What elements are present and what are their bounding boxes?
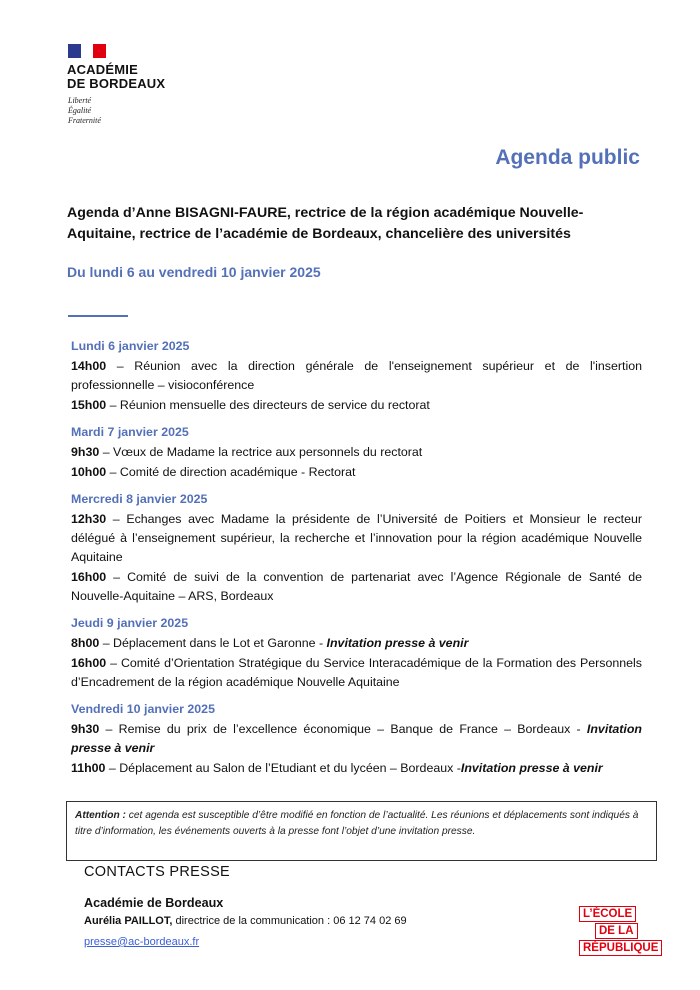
agenda-day (71, 423, 642, 482)
agenda-event (71, 443, 642, 462)
press-invite-note: Invitation presse à venir (460, 761, 603, 775)
event-time: 12h30 (71, 512, 107, 526)
press-organization: Académie de Bordeaux (84, 896, 224, 910)
agenda-event (71, 568, 642, 606)
press-invite-note: Invitation presse à venir (71, 722, 642, 755)
agenda-event (71, 654, 642, 692)
event-time: 16h00 (71, 570, 107, 584)
agenda-event (71, 634, 642, 653)
academie-logo (60, 36, 185, 131)
agenda-headline: Agenda d’Anne BISAGNI-FAURE, rectrice de la région académique Nouvelle-Aquitaine, rectrice de l’académie de Bordeaux, chancelière des universités (67, 205, 584, 242)
agenda-event (71, 357, 642, 395)
event-time: 10h00 (71, 465, 107, 479)
event-text: – Echanges avec Madame la présidente de l’Université de Poitiers et Monsieur le recteur délégué à l’enseignement supérieur, la recherche et l’innovation pour la région académique Nouvelle Aquitaine (71, 512, 642, 564)
agenda-event (71, 510, 642, 567)
disclaimer-label: Attention : (75, 810, 126, 821)
press-invite-note: Invitation presse à venir (326, 636, 469, 650)
event-text: – Déplacement au Salon de l’Etudiant et du lycéen – Bordeaux - (105, 761, 461, 775)
event-text: – Comité de suivi de la convention de partenariat avec l’Agence Régionale de Santé de Nouvelle-Aquitaine – ARS, Bordeaux (71, 570, 642, 603)
agenda-day (71, 337, 642, 415)
ecole-republique-logo (579, 906, 663, 962)
document-title: Agenda public (495, 146, 640, 169)
ecole-line: DE LA (595, 923, 638, 939)
agenda-day (71, 614, 642, 692)
event-time: 8h00 (71, 636, 100, 650)
day-label: Mardi 7 janvier 2025 (71, 425, 189, 439)
event-text: – Vœux de Madame la rectrice aux personnels du rectorat (99, 445, 423, 459)
marianne-flag-icon (68, 44, 106, 58)
event-time: 16h00 (71, 656, 107, 670)
agenda-event (71, 759, 642, 778)
day-label: Jeudi 9 janvier 2025 (71, 616, 189, 630)
ecole-line: RÉPUBLIQUE (579, 940, 662, 956)
title-divider (68, 315, 128, 317)
agenda-event (71, 396, 642, 415)
agenda-day (71, 490, 642, 606)
ecole-line: L’ÉCOLE (579, 906, 636, 922)
event-text: – Réunion mensuelle des directeurs de service du rectorat (106, 398, 430, 412)
day-label: Mercredi 8 janvier 2025 (71, 492, 208, 506)
agenda-event (71, 720, 642, 758)
event-time: 11h00 (71, 761, 106, 775)
press-contacts-heading: CONTACTS PRESSE (84, 864, 231, 880)
event-text: – Déplacement dans le Lot et Garonne - (99, 636, 327, 650)
disclaimer-box (66, 801, 657, 861)
contact-name: Aurélia PAILLOT, (84, 915, 173, 927)
disclaimer-text: cet agenda est susceptible d’être modifié en fonction de l’actualité. Les réunions et déplacements sont indiqués à titre d’information, les événements ouverts à la presse font l’objet d’une invitation presse. (75, 810, 639, 837)
contact-role: directrice de la communication : 06 12 74 02 69 (172, 915, 407, 927)
agenda-event (71, 463, 642, 482)
event-time: 9h30 (71, 722, 100, 736)
press-contact (84, 915, 407, 927)
day-label: Vendredi 10 janvier 2025 (71, 702, 215, 716)
academie-name: ACADÉMIE DE BORDEAUX (67, 62, 166, 91)
agenda-day (71, 700, 642, 778)
press-email-link[interactable]: presse@ac-bordeaux.fr (84, 936, 200, 948)
agenda-list (71, 337, 642, 779)
event-text: – Remise du prix de l’excellence économique – Banque de France – Bordeaux - (99, 722, 587, 736)
republic-motto: Liberté Égalité Fraternité (68, 96, 101, 125)
event-time: 15h00 (71, 398, 107, 412)
event-time: 9h30 (71, 445, 100, 459)
day-label: Lundi 6 janvier 2025 (71, 339, 190, 353)
event-text: – Réunion avec la direction générale de l'enseignement supérieur et de l'insertion professionnelle – visioconférence (71, 359, 642, 392)
event-time: 14h00 (71, 359, 107, 373)
event-text: – Comité de direction académique - Rectorat (106, 465, 356, 479)
agenda-period: Du lundi 6 au vendredi 10 janvier 2025 (67, 264, 321, 280)
event-text: – Comité d’Orientation Stratégique du Service Interacadémique de la Formation des Personnels d’Encadrement de la région académique Nouvelle Aquitaine (71, 656, 642, 689)
